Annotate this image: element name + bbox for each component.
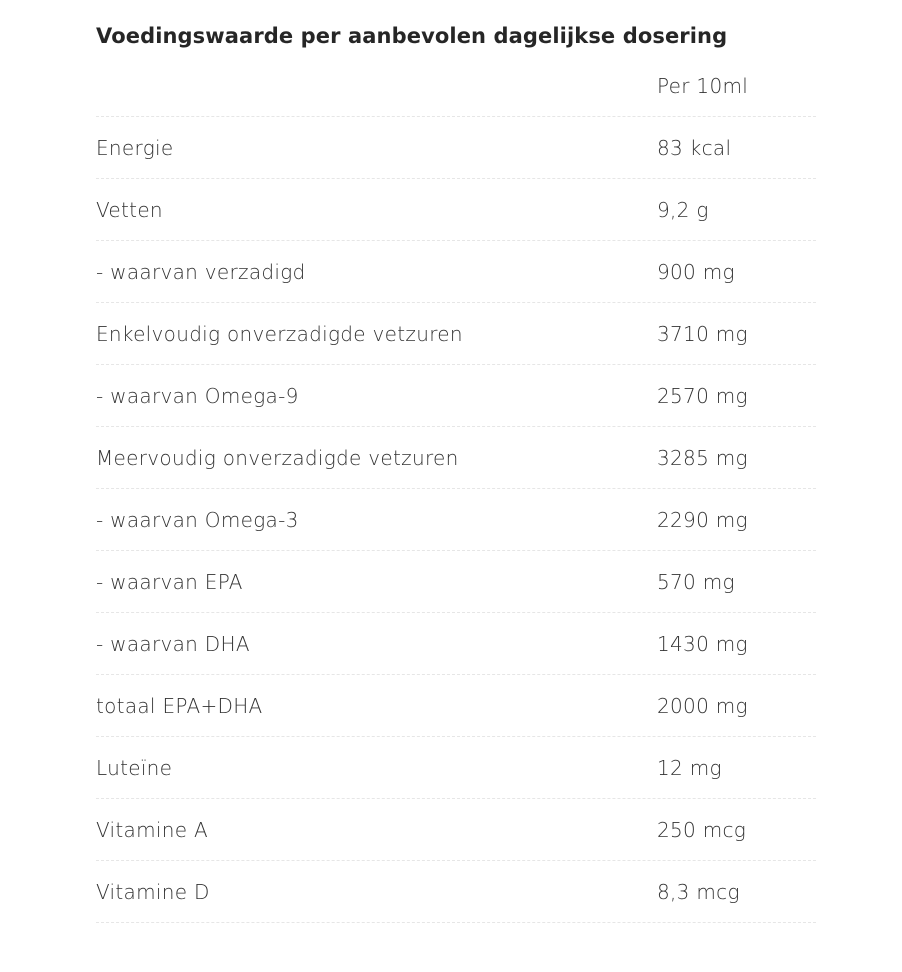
table-row xyxy=(96,551,816,613)
nutrient-value: 2290 mg xyxy=(657,507,748,532)
table-row xyxy=(96,861,816,923)
nutrient-label: - waarvan Omega-9 xyxy=(96,383,299,408)
nutrient-label: Vetten xyxy=(96,197,163,222)
table-row xyxy=(96,365,816,427)
nutrient-label: - waarvan Omega-3 xyxy=(96,507,299,532)
table-row xyxy=(96,489,816,551)
nutrient-label: Vitamine A xyxy=(96,817,208,842)
nutrient-label: - waarvan verzadigd xyxy=(96,259,306,284)
nutrient-label: Enkelvoudig onverzadigde vetzuren xyxy=(96,321,463,346)
nutrient-value: 3710 mg xyxy=(657,321,748,346)
table-row xyxy=(96,799,816,861)
nutrient-value: 1430 mg xyxy=(657,631,748,656)
nutrition-table xyxy=(96,55,816,923)
nutrient-label: Vitamine D xyxy=(96,879,210,904)
table-row xyxy=(96,117,816,179)
table-header-row xyxy=(96,55,816,117)
nutrient-value: 83 kcal xyxy=(657,135,732,160)
nutrient-value: 570 mg xyxy=(657,569,735,594)
nutrition-title: Voedingswaarde per aanbevolen dagelijkse dosering xyxy=(96,24,728,48)
table-row xyxy=(96,427,816,489)
nutrient-value: 9,2 g xyxy=(657,197,709,222)
table-row xyxy=(96,179,816,241)
table-row xyxy=(96,303,816,365)
table-row xyxy=(96,675,816,737)
nutrient-value: 2000 mg xyxy=(657,693,748,718)
nutrient-value: 2570 mg xyxy=(657,383,748,408)
nutrient-value: 3285 mg xyxy=(657,445,748,470)
nutrient-label: Energie xyxy=(96,135,174,160)
nutrient-value: 8,3 mcg xyxy=(657,879,740,904)
nutrient-label: - waarvan DHA xyxy=(96,631,250,656)
table-row xyxy=(96,613,816,675)
nutrient-label: totaal EPA+DHA xyxy=(96,693,263,718)
column-header-per-10ml: Per 10ml xyxy=(657,73,749,98)
nutrient-value: 12 mg xyxy=(657,755,722,780)
table-row xyxy=(96,737,816,799)
table-row xyxy=(96,241,816,303)
nutrient-value: 900 mg xyxy=(657,259,735,284)
nutrient-value: 250 mcg xyxy=(657,817,747,842)
nutrient-label: Luteïne xyxy=(96,755,173,780)
nutrient-label: Meervoudig onverzadigde vetzuren xyxy=(96,445,459,470)
nutrient-label: - waarvan EPA xyxy=(96,569,243,594)
